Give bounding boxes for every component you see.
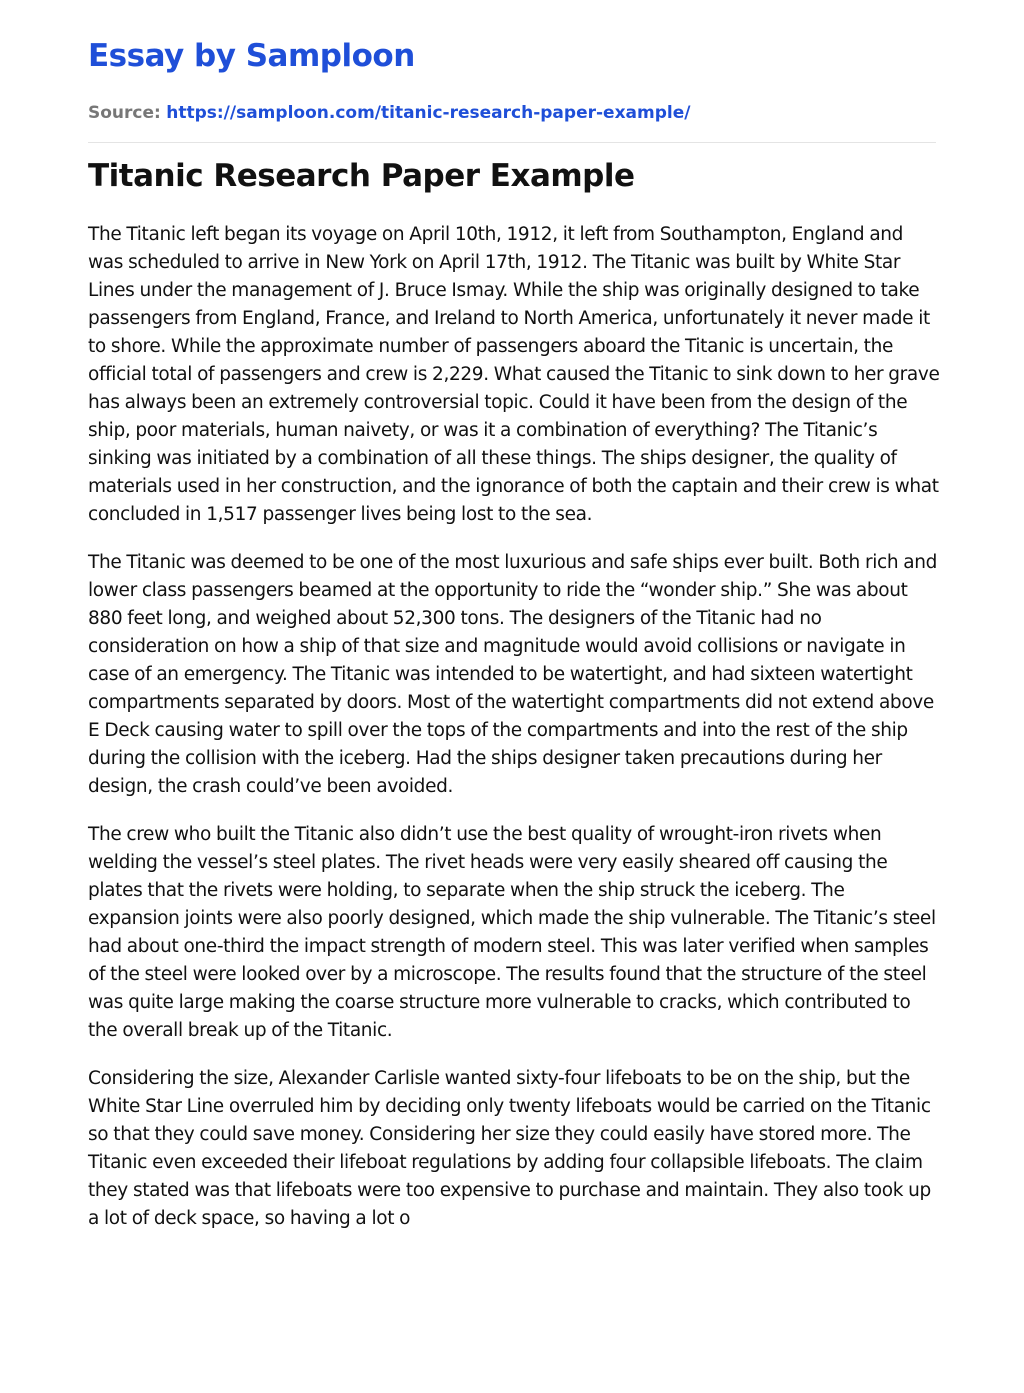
source-label: Source: (88, 103, 161, 123)
site-brand[interactable]: Essay by Samploon (88, 38, 415, 74)
source-line (88, 102, 690, 124)
essay-paragraph: Considering the size, Alexander Carlisle wanted sixty-four lifeboats to be on the ship, but the White Star Line overruled him by deciding only twenty lifeboats would be carried on the Titanic so that they could save money. Considering her size they could easily have stored more. The Titanic even exceeded their lifeboat regulations by adding four collapsible lifeboats. The claim they stated was that lifeboats were too expensive to purchase and maintain. They also took up a lot of deck space, so having a lot o (88, 1068, 931, 1229)
page-title: Titanic Research Paper Example (88, 158, 635, 194)
essay-paragraph: The Titanic was deemed to be one of the most luxurious and safe ships ever built. Both rich and lower class passengers beamed at the opportunity to ride the “wonder ship.” She was about 880 feet long, and weighed about 52,300 tons. The designers of the Titanic had no consideration on how a ship of that size and magnitude would avoid collisions or navigate in case of an emergency. The Titanic was intended to be watertight, and had sixteen watertight compartments separated by doors. Most of the watertight compartments did not extend above E Deck causing water to spill over the tops of the compartments and into the rest of the ship during the collision with the iceberg. Had the ships designer taken precautions during her design, the crash could’ve been avoided. (88, 552, 937, 797)
essay-paragraph: The Titanic left began its voyage on April 10th, 1912, it left from Southampton, England and was scheduled to arrive in New York on April 17th, 1912. The Titanic was built by White Star Lines under the management of J. Bruce Ismay. While the ship was originally designed to take passengers from England, France, and Ireland to North America, unfortunately it never made it to shore. While the approximate number of passengers aboard the Titanic is uncertain, the official total of passengers and crew is 2,229. What caused the Titanic to sink down to her grave has always been an extremely controversial topic. Could it have been from the design of the ship, poor materials, human naivety, or was it a combination of everything? The Titanic’s sinking was initiated by a combination of all these things. The ships designer, the quality of materials used in her construction, and the ignorance of both the captain and their crew is what concluded in 1,517 passenger lives being lost to the sea. (88, 224, 940, 525)
essay-body (88, 221, 940, 1253)
header-divider (88, 142, 936, 143)
source-link[interactable]: https://samploon.com/titanic-research-paper-example/ (166, 103, 691, 123)
essay-paragraph: The crew who built the Titanic also didn’t use the best quality of wrought-iron rivets when welding the vessel’s steel plates. The rivet heads were very easily sheared off causing the plates that the rivets were holding, to separate when the ship struck the iceberg. The expansion joints were also poorly designed, which made the ship vulnerable. The Titanic’s steel had about one-third the impact strength of modern steel. This was later verified when samples of the steel were looked over by a microscope. The results found that the structure of the steel was quite large making the coarse structure more vulnerable to cracks, which contributed to the overall break up of the Titanic. (88, 824, 936, 1041)
